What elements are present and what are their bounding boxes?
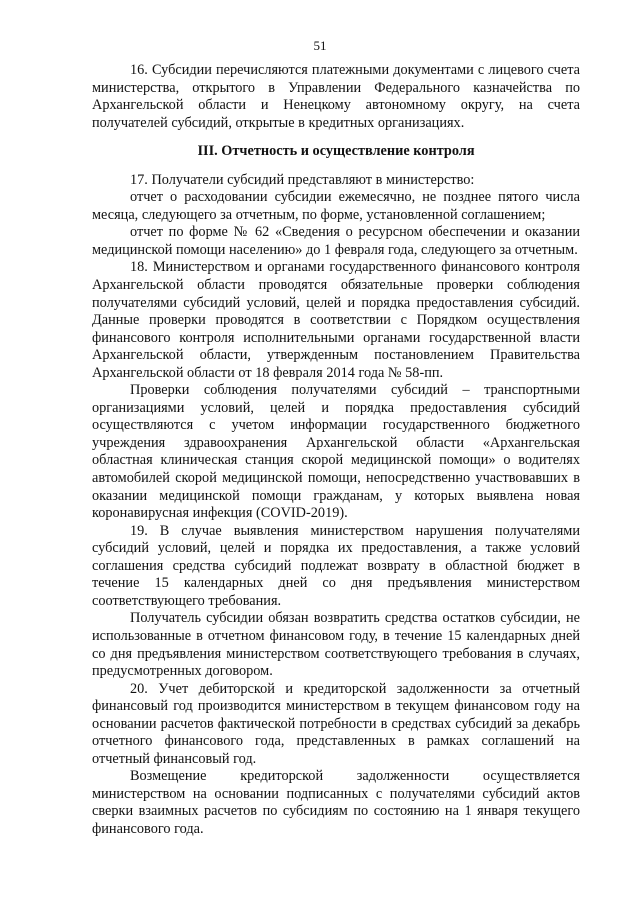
document-body <box>92 62 580 839</box>
paragraph-17: 17. Получатели субсидий представляют в министерство: <box>130 171 475 188</box>
paragraph-17-item-1: отчет о расходовании субсидии ежемесячно, не позднее пятого числа месяца, следующего за отчетным, по форме, установленной соглашением; <box>92 189 580 223</box>
paragraph-20: 20. Учет дебиторской и кредиторской задолженности за отчетный финансовый год производится министерством в текущем финансовом году на основании расчетов фактической потребности в средствах субсидий за декабрь отчетного финансового года, представленных в рамках соглашений на отчетный финансовый год. <box>92 680 580 767</box>
paragraph-20-continued: Возмещение кредиторской задолженности осуществляется министерством на основании подписанных с получателями субсидий актов сверки взаимных расчетов по субсидиям по состоянию на 1 января текущего финансового года. <box>92 768 580 837</box>
section-heading: III. Отчетность и осуществление контроля <box>197 143 475 160</box>
page-number: 51 <box>313 38 327 53</box>
paragraph-19-continued: Получатель субсидии обязан возвратить средства остатков субсидии, не использованные в отчетном финансовом году, в течение 15 календарных дней со дня предъявления министерством соответствующего требования в случаях, предусмотренных договором. <box>92 610 580 680</box>
paragraph-18: 18. Министерством и органами государственного финансового контроля Архангельской области проводятся обязательные проверки соблюдения получателями субсидий условий, целей и порядка предоставления субсидий. Данные проверки проводятся в соответствии с Порядком осуществления финансового контроля исполнительными органами государственной власти Архангельской области, утвержденным постановлением Правительства Архангельской области от 18 февраля 2014 года № 58-пп. <box>92 259 580 381</box>
paragraph-17-item-2: отчет по форме № 62 «Сведения о ресурсном обеспечении и оказании медицинской помощи населению» до 1 февраля года, следующего за отчетным. <box>92 224 580 258</box>
paragraph-19: 19. В случае выявления министерством нарушения получателями субсидий условий, целей и порядка их предоставления, а также условий соглашения средства субсидий подлежат возврату в областной бюджет в течение 15 календарных дней со дня предъявления министерством соответствующего требования. <box>92 522 580 609</box>
paragraph-18-continued: Проверки соблюдения получателями субсидий – транспортными организациями условий, целей и порядка предоставления субсидий осуществляются с учетом информации государственного бюджетного учреждения здравоохранения Архангельской области «Архангельская областная клиническая станция скорой медицинской помощи» о водителях автомобилей скорой медицинской помощи, непосредственно участвовавших в оказании медицинской помощи гражданам, у которых выявлена новая коронавирусная инфекция (COVID-2019). <box>92 382 580 522</box>
paragraph-16: 16. Субсидии перечисляются платежными документами с лицевого счета министерства, открытого в Управлении Федерального казначейства по Архангельской области и Ненецкому автономному округу, на счета получателей субсидий, открытые в кредитных организациях. <box>92 62 580 131</box>
